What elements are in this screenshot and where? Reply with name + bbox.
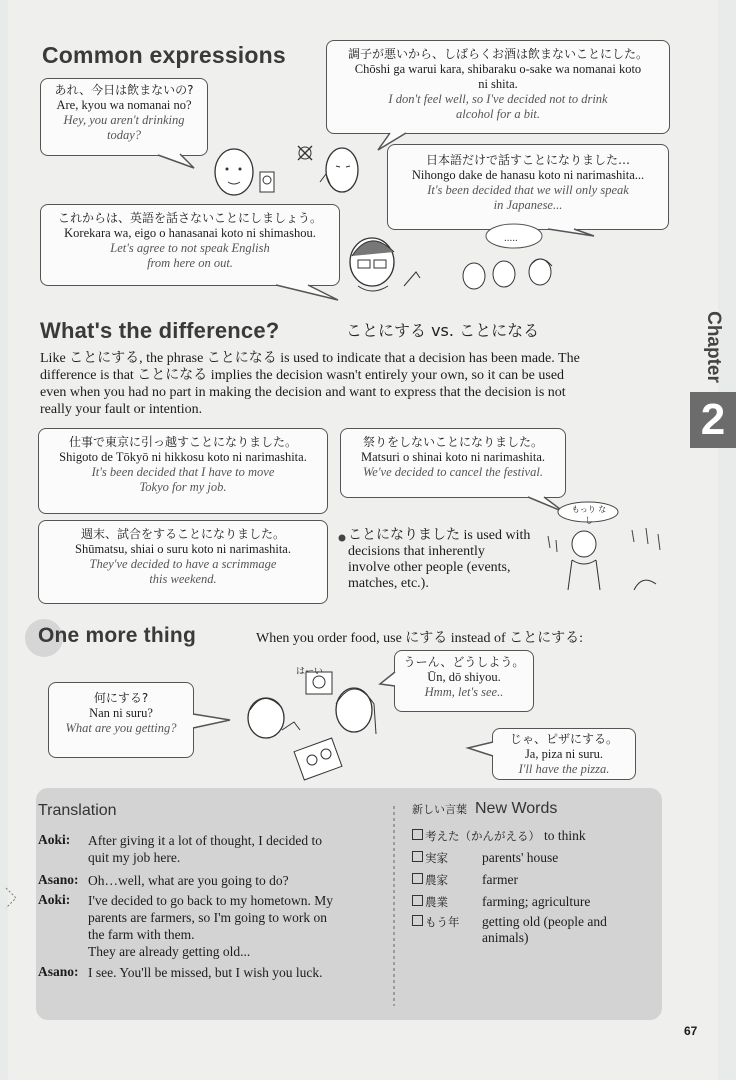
new-word-meaning	[482, 914, 607, 946]
bubble-english: We've decided to cancel the festival.	[363, 465, 543, 479]
bubble-romaji: Chōshi ga warui kara, shibaraku o-sake wa nomanai koto	[354, 62, 642, 76]
checkbox-icon[interactable]	[412, 829, 423, 840]
translation-title: Translation	[38, 802, 117, 819]
bubble-japanese: これからは、英語を話さないことにしましょう。	[57, 211, 322, 225]
bubble-english: I'll have the pizza.	[518, 762, 610, 776]
new-word-japanese: 農業	[425, 895, 448, 909]
chapter-word: Chapter	[703, 311, 724, 383]
section-heading-one-more-thing: One more thing	[38, 624, 196, 647]
bubble-japanese: 日本語だけで話すことになりました…	[425, 153, 630, 167]
new-word-item	[412, 850, 448, 866]
note-line: ことになりました is used with	[348, 528, 531, 543]
bubble-english: from here on out.	[147, 256, 233, 270]
bubble-english: What are you getting?	[65, 721, 177, 735]
bubble-romaji: Matsuri o shinai koto ni narimashita.	[360, 450, 545, 464]
bubble-romaji: Ūn, dō shiyou.	[427, 670, 501, 684]
translation-line: I see. You'll be missed, but I wish you luck.	[88, 965, 323, 980]
restaurant-scene-illustration	[236, 664, 386, 784]
paragraph-line: difference is that ことになる implies the decision wasn't entirely your own, so it can be used	[40, 368, 565, 383]
translation-line: They are already getting old...	[88, 944, 251, 959]
translation-line: quit my job here.	[88, 850, 181, 865]
bubble-english: It's been decided that we will only speak	[427, 183, 629, 197]
bubble-japanese: 何にする?	[93, 691, 149, 705]
checkbox-icon[interactable]	[412, 895, 423, 906]
translation-text	[88, 964, 323, 981]
translation-divider	[392, 806, 396, 1006]
bubble-japanese: 週末、試合をすることになりました。	[80, 527, 285, 541]
chapter-label	[690, 306, 736, 390]
bubble-english: Let's agree to not speak English	[110, 241, 270, 255]
translation-line: I've decided to go back to my hometown. My	[88, 893, 334, 908]
bubble-english: in Japanese...	[493, 198, 563, 212]
thought-dots: .....	[504, 232, 518, 244]
bubble-romaji: Nan ni suru?	[89, 706, 153, 720]
difference-heading-japanese: ことにする vs. ことになる	[346, 321, 540, 340]
translation-line: Oh…well, what are you going to do?	[88, 873, 289, 888]
bubble-romaji: Nihongo dake de hanasu koto ni narimashita...	[411, 168, 645, 182]
page-number: 67	[684, 1024, 698, 1038]
new-word-meaning: to think	[544, 828, 586, 843]
note-line: matches, etc.).	[348, 576, 429, 591]
new-word-item	[412, 914, 460, 930]
checkbox-icon[interactable]	[412, 873, 423, 884]
dotted-arrow-decoration	[4, 884, 24, 914]
new-word-item	[412, 894, 448, 910]
new-word-japanese: 農家	[425, 873, 448, 887]
translation-speaker: Aoki:	[38, 892, 71, 907]
new-word-meaning-line: getting old (people and	[482, 914, 607, 929]
bubble-romaji: Korekara wa, eigo o hanasanai koto ni shimashou.	[64, 226, 316, 240]
one-more-thing-intro: When you order food, use にする instead of ことにする:	[256, 631, 583, 646]
new-words-title	[412, 800, 557, 818]
bubble-japanese: 調子が悪いから、しばらくお酒は飲まないことにした。	[347, 47, 648, 61]
translation-text	[88, 832, 322, 866]
translation-line: the farm with them.	[88, 927, 195, 942]
bubble-japanese: 祭りをしないことになりました。	[362, 435, 543, 449]
new-word-japanese: もう年	[425, 915, 460, 929]
bubble-japanese: じゃ、ピザにする。	[509, 732, 618, 746]
festival-sign-text: もっり なし	[571, 505, 607, 525]
textbook-page	[8, 0, 718, 1080]
bubble-romaji: Shigoto de Tōkyō ni hikkosu koto ni narimashita.	[59, 450, 307, 464]
paragraph-line: even when you had no part in making the decision and want to express that the decision is not	[40, 385, 566, 400]
new-word-item	[412, 872, 448, 888]
translation-speaker: Aoki:	[38, 832, 71, 847]
new-words-title-japanese: 新しい言葉	[412, 803, 467, 816]
new-word-meaning: parents' house	[482, 850, 559, 865]
bubble-english: They've decided to have a scrimmage	[89, 557, 277, 571]
new-word-japanese: 実家	[425, 851, 448, 865]
new-word-japanese: 考えた（かんがえる）	[425, 829, 540, 843]
bubble-romaji: ni shita.	[478, 77, 518, 91]
paragraph-line: Like ことにする, the phrase ことになる is used to indicate that a decision has been made. The	[40, 351, 580, 366]
paragraph-line: really your fault or intention.	[40, 402, 203, 417]
bubble-english: It's been decided that I have to move	[91, 465, 275, 479]
checkbox-icon[interactable]	[412, 851, 423, 862]
bubble-english: alcohol for a bit.	[455, 107, 541, 121]
bubble-japanese: あれ、今日は飲まないの?	[54, 83, 194, 97]
bubble-english: today?	[106, 128, 142, 142]
bubble-english: Hey, you aren't drinking	[63, 113, 185, 127]
note-line: decisions that inherently	[348, 544, 485, 559]
new-word-meaning-line: animals)	[482, 930, 529, 945]
checkbox-icon[interactable]	[412, 915, 423, 926]
translation-text	[88, 872, 289, 889]
translation-line: parents are farmers, so I'm going to work on	[88, 910, 327, 925]
section-heading-common-expressions: Common expressions	[42, 42, 286, 68]
bubble-english: this weekend.	[149, 572, 217, 586]
new-words-title-english: New Words	[475, 800, 558, 817]
bubble-japanese: うーん、どうしよう。	[403, 655, 525, 669]
section-heading-difference: What's the difference?	[40, 318, 280, 343]
new-word-item	[412, 828, 540, 844]
translation-text	[88, 892, 333, 960]
bubble-romaji: Ja, piza ni suru.	[524, 747, 604, 761]
bubble-japanese: 仕事で東京に引っ越すことになりました。	[68, 435, 297, 449]
note-line: involve other people (events,	[348, 560, 511, 575]
bubble-romaji: Shūmatsu, shiai o suru koto ni narimashita.	[75, 542, 291, 556]
bubble-english: Hmm, let's see..	[424, 685, 504, 699]
chapter-number-tab: 2	[690, 392, 736, 448]
translation-line: After giving it a lot of thought, I decided to	[88, 833, 322, 848]
translation-speaker: Asano:	[38, 964, 79, 979]
bubble-english: Tokyo for my job.	[139, 480, 227, 494]
bubble-romaji: Are, kyou wa nomanai no?	[56, 98, 192, 112]
bubble-english: I don't feel well, so I've decided not to drink	[388, 92, 608, 106]
waiter-exclamation: はーい	[296, 667, 324, 677]
translation-speaker: Asano:	[38, 872, 79, 887]
new-word-meaning: farmer	[482, 872, 518, 887]
new-word-meaning: farming; agriculture	[482, 894, 591, 909]
